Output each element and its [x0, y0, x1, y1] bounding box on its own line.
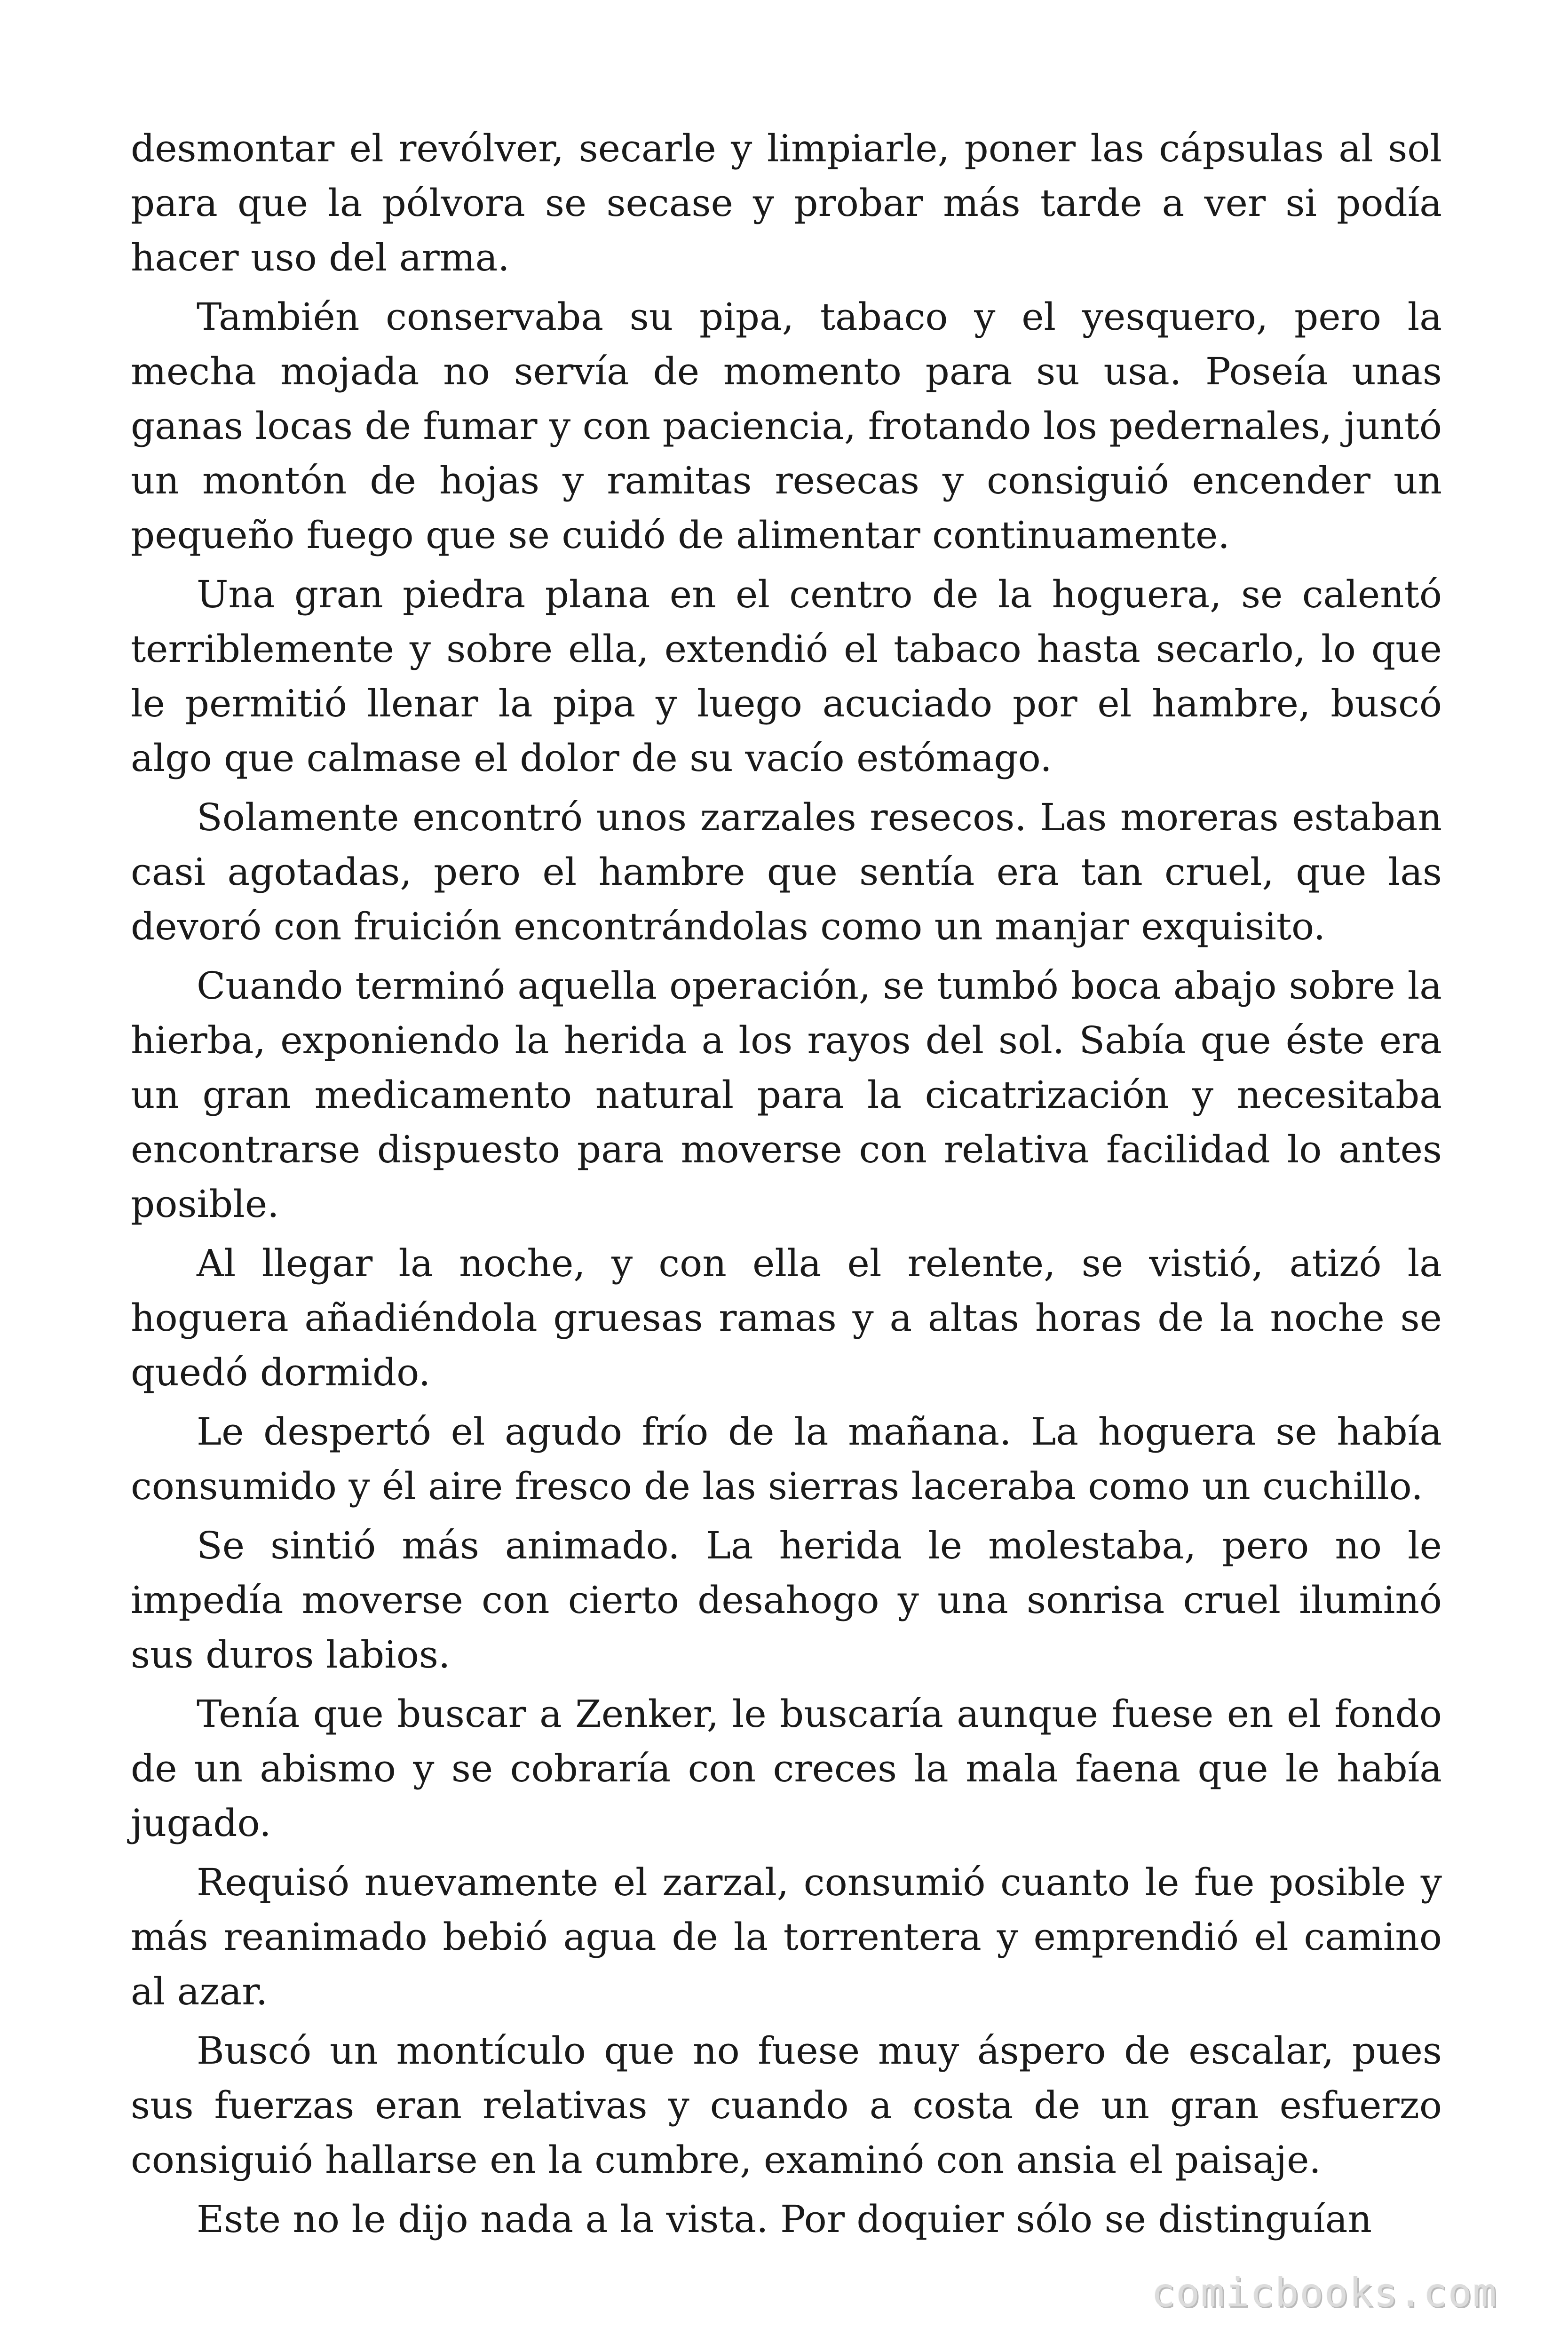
- paragraph-3: Una gran piedra plana en el centro de la hoguera, se calentó terriblemente y sobre ella, extendió el tabaco hasta secarlo, lo que le permitió llenar la pipa y luego acuciado por el hambre, buscó algo que calmase el dolor de su vacío estómago.: [131, 572, 1442, 780]
- paragraph-9: Tenía que buscar a Zenker, le buscaría aunque fuese en el fondo de un abismo y se cobraría con creces la mala faena que le había jugado.: [131, 1692, 1442, 1845]
- paragraph-1: desmontar el revólver, secarle y limpiarle, poner las cápsulas al sol para que la pólvora se secase y probar más tarde a ver si podía hacer uso del arma.: [131, 127, 1442, 279]
- watermark-text: comicbooks.com: [1151, 2270, 1497, 2316]
- page-body-text: [131, 121, 1442, 2251]
- paragraph-12: Este no le dijo nada a la vista. Por doquier sólo se distinguían: [197, 2197, 1372, 2241]
- paragraph-2: También conservaba su pipa, tabaco y el yesquero, pero la mecha mojada no servía de momento para su usa. Poseía unas ganas locas de fumar y con paciencia, frotando los pedernales, juntó un montón de hojas y ramitas resecas y consiguió encender un pequeño fuego que se cuidó de alimentar continuamente.: [131, 295, 1442, 557]
- paragraph-4: Solamente encontró unos zarzales resecos. Las moreras estaban casi agotadas, pero el hambre que sentía era tan cruel, que las devoró con fruición encontrándolas como un manjar exquisito.: [131, 795, 1442, 948]
- paragraph-11: Buscó un montículo que no fuese muy áspero de escalar, pues sus fuerzas eran relativas y cuando a costa de un gran esfuerzo consiguió hallarse en la cumbre, examinó con ansia el paisaje.: [131, 2029, 1442, 2182]
- paragraph-6: Al llegar la noche, y con ella el relente, se vistió, atizó la hoguera añadiéndola gruesas ramas y a altas horas de la noche se quedó dormido.: [131, 1241, 1442, 1394]
- paragraph-5: Cuando terminó aquella operación, se tumbó boca abajo sobre la hierba, exponiendo la herida a los rayos del sol. Sabía que éste era un gran medicamento natural para la cicatrización y necesitaba encontrarse dispuesto para moverse con relativa facilidad lo antes posible.: [131, 964, 1442, 1226]
- paragraph-7: Le despertó el agudo frío de la mañana. La hoguera se había consumido y él aire fresco de las sierras laceraba como un cuchillo.: [131, 1410, 1442, 1508]
- paragraph-8: Se sintió más animado. La herida le molestaba, pero no le impedía moverse con cierto desahogo y una sonrisa cruel iluminó sus duros labios.: [131, 1524, 1442, 1677]
- paragraph-10: Requisó nuevamente el zarzal, consumió cuanto le fue posible y más reanimado bebió agua de la torrentera y emprendió el camino al azar.: [131, 1860, 1442, 2013]
